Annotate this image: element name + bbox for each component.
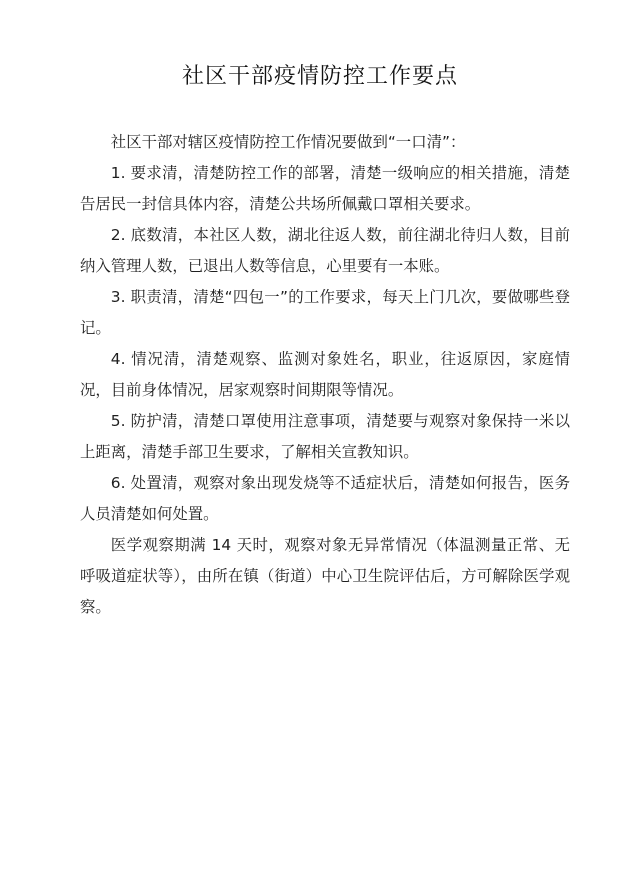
document-title: 社区干部疫情防控工作要点 (181, 64, 458, 89)
closing-paragraph: 医学观察期满 14 天时，观察对象无异常情况（体温测量正常、无呼吸道症状等），由所在镇（街道）中心卫生院评估后，方可解除医学观察。 (80, 536, 570, 616)
document-body (80, 127, 570, 623)
item-numbers: 2. 底数清，本社区人数，湖北往返人数，前往湖北待归人数，目前纳入管理人数，已退出人数等信息，心里要有一本账。 (80, 226, 570, 275)
item-handling: 6. 处置清，观察对象出现发烧等不适症状后，清楚如何报告，医务人员清楚如何处置。 (80, 474, 570, 523)
intro-paragraph: 社区干部对辖区疫情防控工作情况要做到“一口清”： (110, 133, 466, 151)
item-requirements: 1. 要求清，清楚防控工作的部署，清楚一级响应的相关措施，清楚告居民一封信具体内容，清楚公共场所佩戴口罩相关要求。 (80, 164, 570, 213)
item-situation: 4. 情况清，清楚观察、监测对象姓名，职业，往返原因，家庭情况，目前身体情况，居家观察时间期限等情况。 (80, 350, 570, 399)
item-protection: 5. 防护清，清楚口罩使用注意事项，清楚要与观察对象保持一米以上距离，清楚手部卫生要求，了解相关宣教知识。 (80, 412, 570, 461)
item-duties: 3. 职责清，清楚“四包一”的工作要求，每天上门几次，要做哪些登记。 (80, 288, 570, 337)
